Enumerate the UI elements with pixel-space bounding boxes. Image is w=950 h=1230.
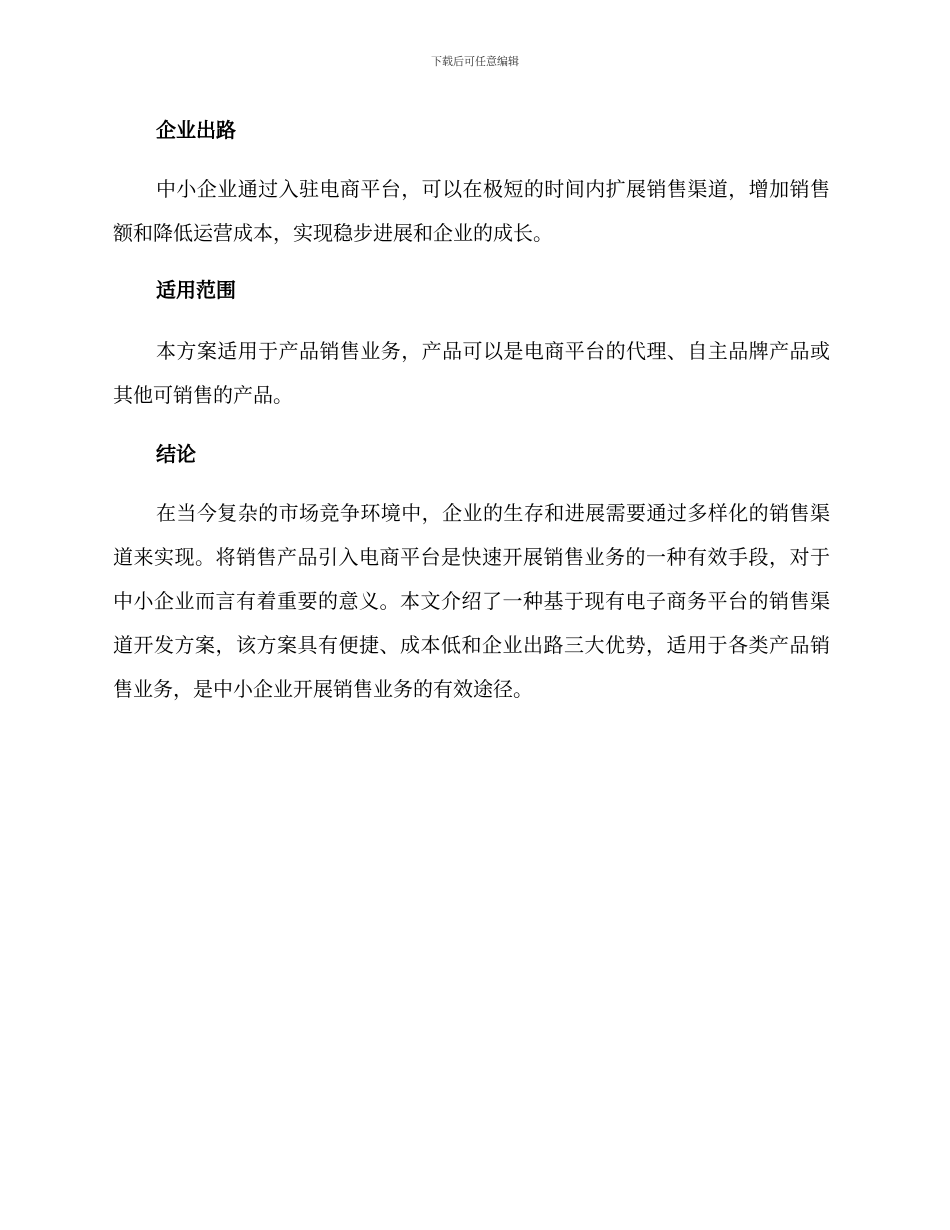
section-heading-enterprise-outlook: 企业出路 — [156, 118, 236, 142]
section-heading-conclusion: 结论 — [156, 442, 196, 466]
section-heading-scope: 适用范围 — [156, 278, 236, 302]
section-paragraph-scope: 本方案适用于产品销售业务，产品可以是电商平台的代理、自主品牌产品或其他可销售的产品。 — [113, 339, 830, 407]
page-header: 下载后可任意编辑 — [431, 55, 519, 68]
section-paragraph-enterprise-outlook: 中小企业通过入驻电商平台，可以在极短的时间内扩展销售渠道，增加销售额和降低运营成本，实现稳步进展和企业的成长。 — [113, 177, 830, 245]
document-body — [113, 112, 830, 711]
section-paragraph-conclusion: 在当今复杂的市场竞争环境中，企业的生存和进展需要通过多样化的销售渠道来实现。将销售产品引入电商平台是快速开展销售业务的一种有效手段，对于中小企业而言有着重要的意义。本文介绍了一种基于现有电子商务平台的销售渠道开发方案，该方案具有便捷、成本低和企业出路三大优势，适用于各类产品销售业务，是中小企业开展销售业务的有效途径。 — [113, 501, 830, 701]
